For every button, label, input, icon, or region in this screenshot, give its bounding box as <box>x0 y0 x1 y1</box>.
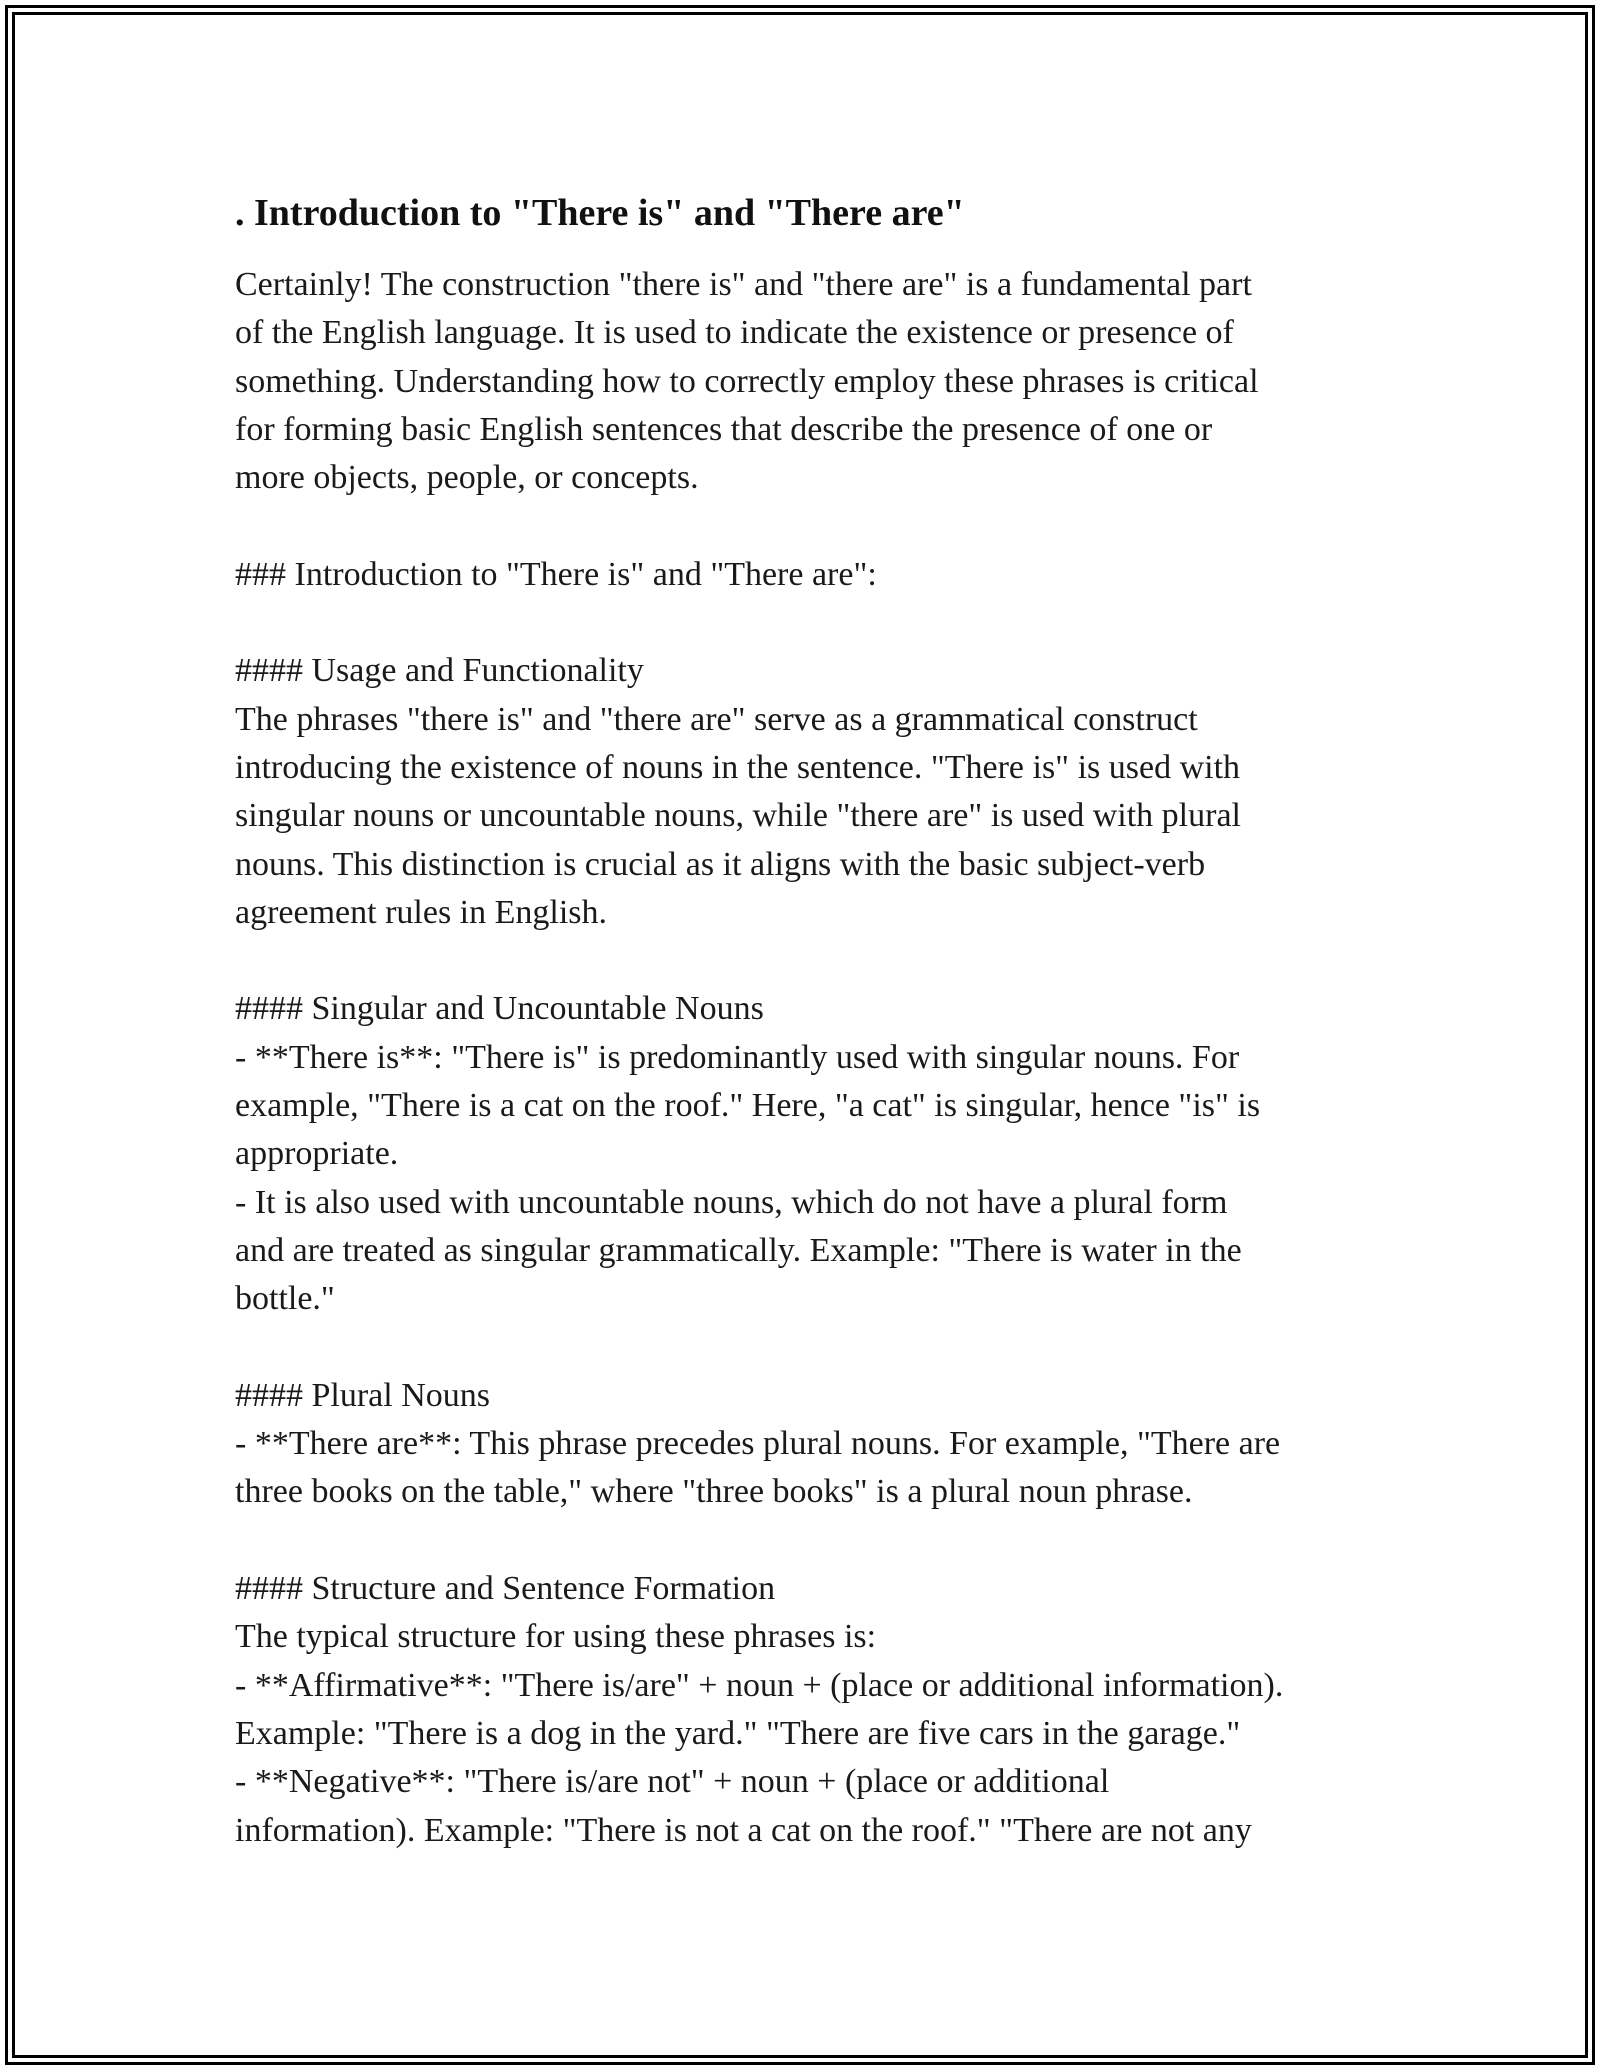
text-line: bottle." <box>235 1280 335 1318</box>
blank-line <box>235 502 1385 550</box>
text-line: - **There is**: "There is" is predominantly used with singular nouns. For <box>235 1038 1240 1076</box>
text-line: - **Affirmative**: "There is/are" + noun + (place or additional information). <box>235 1666 1284 1704</box>
text-line: agreement rules in English. <box>235 893 608 931</box>
document-text <box>235 261 1385 1855</box>
text-line: #### Singular and Uncountable Nouns <box>235 990 764 1028</box>
text-line: - It is also used with uncountable nouns, which do not have a plural form <box>235 1183 1228 1221</box>
document-body <box>235 185 1385 1855</box>
document-title: . Introduction to "There is" and "There are" <box>235 192 965 234</box>
text-line: appropriate. <box>235 1135 399 1173</box>
text-line: information). Example: "There is not a cat on the roof." "There are not any <box>235 1811 1252 1849</box>
text-line: for forming basic English sentences that describe the presence of one or <box>235 410 1213 448</box>
text-line: #### Structure and Sentence Formation <box>235 1570 776 1608</box>
text-line: #### Usage and Functionality <box>235 652 644 690</box>
blank-line <box>235 1324 1385 1372</box>
text-line: - **There are**: This phrase precedes plural nouns. For example, "There are <box>235 1425 1281 1463</box>
blank-line <box>235 1517 1385 1565</box>
text-line: nouns. This distinction is crucial as it aligns with the basic subject-verb <box>235 845 1206 883</box>
blank-line <box>235 937 1385 985</box>
blank-line <box>235 599 1385 647</box>
text-line: #### Plural Nouns <box>235 1376 490 1414</box>
text-line: singular nouns or uncountable nouns, while "there are" is used with plural <box>235 797 1241 835</box>
text-line: introducing the existence of nouns in the sentence. "There is" is used with <box>235 748 1241 786</box>
text-line: - **Negative**: "There is/are not" + noun + (place or additional <box>235 1763 1110 1801</box>
text-line: The phrases "there is" and "there are" serve as a grammatical construct <box>235 700 1198 738</box>
text-line: and are treated as singular grammatically. Example: "There is water in the <box>235 1231 1242 1269</box>
text-line: example, "There is a cat on the roof." Here, "a cat" is singular, hence "is" is <box>235 1087 1261 1125</box>
text-line: The typical structure for using these phrases is: <box>235 1618 877 1656</box>
text-line: more objects, people, or concepts. <box>235 459 699 497</box>
text-line: three books on the table," where "three books" is a plural noun phrase. <box>235 1473 1193 1511</box>
text-line: something. Understanding how to correctly employ these phrases is critical <box>235 362 1259 400</box>
text-line: ### Introduction to "There is" and "There are": <box>235 555 877 593</box>
text-line: Certainly! The construction "there is" and "there are" is a fundamental part <box>235 266 1252 303</box>
text-line: of the English language. It is used to indicate the existence or presence of <box>235 314 1234 352</box>
text-line: Example: "There is a dog in the yard." "There are five cars in the garage." <box>235 1714 1241 1752</box>
